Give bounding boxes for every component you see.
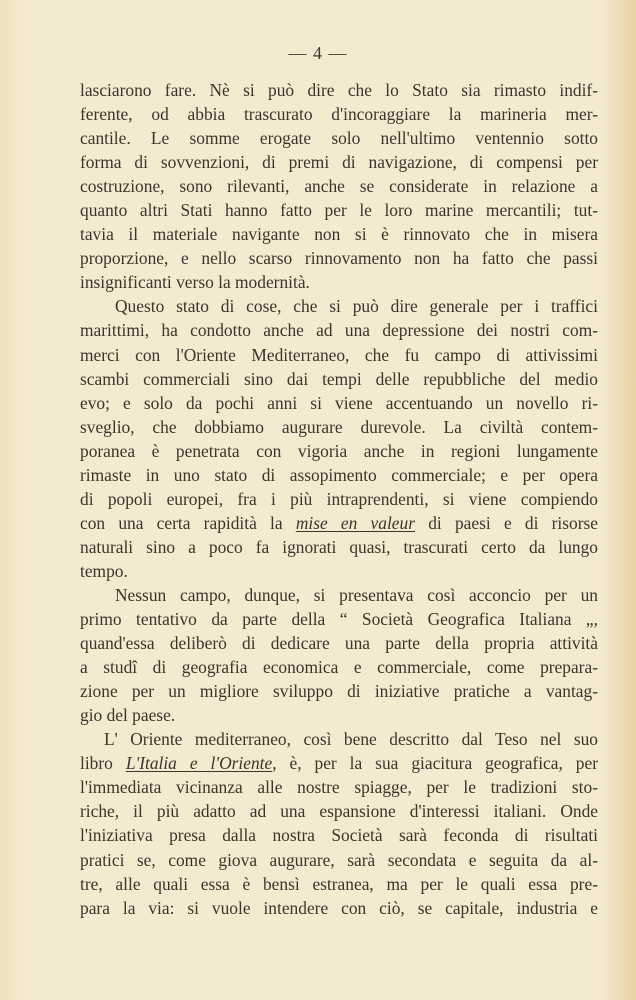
line-text: libro xyxy=(80,753,126,774)
paragraph-start-line: Questo stato di cose, che si può dire generale per i traffici xyxy=(115,296,598,317)
text-line: quand'essa deliberò di dedicare una parte della propria attività xyxy=(80,633,598,654)
text-line: proporzione, e nello scarso rinnovamento non ha fatto che passi xyxy=(80,248,598,269)
text-line: cantile. Le somme erogate solo nell'ultimo ventennio sotto xyxy=(80,128,598,149)
text-line-with-italic xyxy=(80,751,598,775)
body-text xyxy=(80,78,598,920)
page-number: — 4 — xyxy=(288,43,348,63)
text-line: tempo. xyxy=(80,560,128,581)
text-line: l'immediata vicinanza alle nostre spiagge, per le tradizioni sto- xyxy=(80,777,598,798)
text-line: sveglio, che dobbiamo augurare durevole. La civiltà contem- xyxy=(80,416,598,437)
text-line: lasciarono fare. Nè si può dire che lo Stato sia rimasto indif- xyxy=(80,80,598,100)
text-line: evo; e solo da pochi anni si viene accentuando un novello ri- xyxy=(80,392,598,413)
text-line: riche, il più adatto ad una espansione d'interessi italiani. Onde xyxy=(80,801,598,822)
text-line: marittimi, ha condotto anche ad una depressione dei nostri com- xyxy=(80,320,598,341)
text-line: di popoli europei, fra i più intraprendenti, si viene compiendo xyxy=(80,488,598,509)
text-line: tavia il materiale navigante non si è rinnovato che in misera xyxy=(80,224,598,245)
text-line: quanto altri Stati hanno fatto per le loro marine mercantili; tut- xyxy=(80,200,598,221)
text-line-with-italic xyxy=(80,511,598,535)
text-line: merci con l'Oriente Mediterraneo, che fu campo di attivissimi xyxy=(80,344,598,365)
line-text: di paesi e di risorse xyxy=(415,512,599,533)
text-line: tre, alle quali essa è bensì estranea, ma per le quali essa pre- xyxy=(80,873,598,894)
text-line: primo tentativo da parte della “ Società Geografica Italiana „, xyxy=(80,609,598,630)
text-line: ferente, od abbia trascurato d'incoraggiare la marineria mer- xyxy=(80,104,598,125)
text-line: pratici se, come giova augurare, sarà secondata e seguita da al- xyxy=(80,849,598,870)
text-line: scambi commerciali sino dai tempi delle repubbliche del medio xyxy=(80,368,598,389)
text-line: para la via: si vuole intendere con ciò, se capitale, industria e xyxy=(80,897,598,918)
text-line: costruzione, sono rilevanti, anche se considerate in relazione a xyxy=(80,176,598,197)
text-line: gio del paese. xyxy=(80,705,176,726)
paragraph-start-line: Nessun campo, dunque, si presentava così acconcio per un xyxy=(115,584,598,605)
text-line: naturali sino a poco fa ignorati quasi, trascurati certo da lungo xyxy=(80,536,598,557)
text-line: rimaste in uno stato di assopimento commerciale; e per opera xyxy=(80,464,598,485)
text-line: poranea è penetrata con vigoria anche in regioni lungamente xyxy=(80,440,598,461)
line-text: , è, per la sua giacitura geografica, per xyxy=(272,753,598,774)
italic-book-title: L'Italia e l'Oriente xyxy=(125,753,273,774)
text-line: l'iniziativa presa dalla nostra Società sarà feconda di risultati xyxy=(80,825,598,846)
line-text: con una certa rapidità la xyxy=(80,512,296,533)
paragraph-start-line: L' Oriente mediterraneo, così bene descritto dal Teso nel suo xyxy=(104,729,598,750)
text-line: zione per un migliore sviluppo di iniziative pratiche a vantag- xyxy=(80,681,598,702)
text-line: insignificanti verso la modernità. xyxy=(80,272,310,293)
text-line: a studî di geografia economica e commerciale, come prepara- xyxy=(80,657,598,678)
italic-phrase: mise en valeur xyxy=(295,512,415,533)
text-line: forma di sovvenzioni, di premi di navigazione, di compensi per xyxy=(80,152,598,173)
